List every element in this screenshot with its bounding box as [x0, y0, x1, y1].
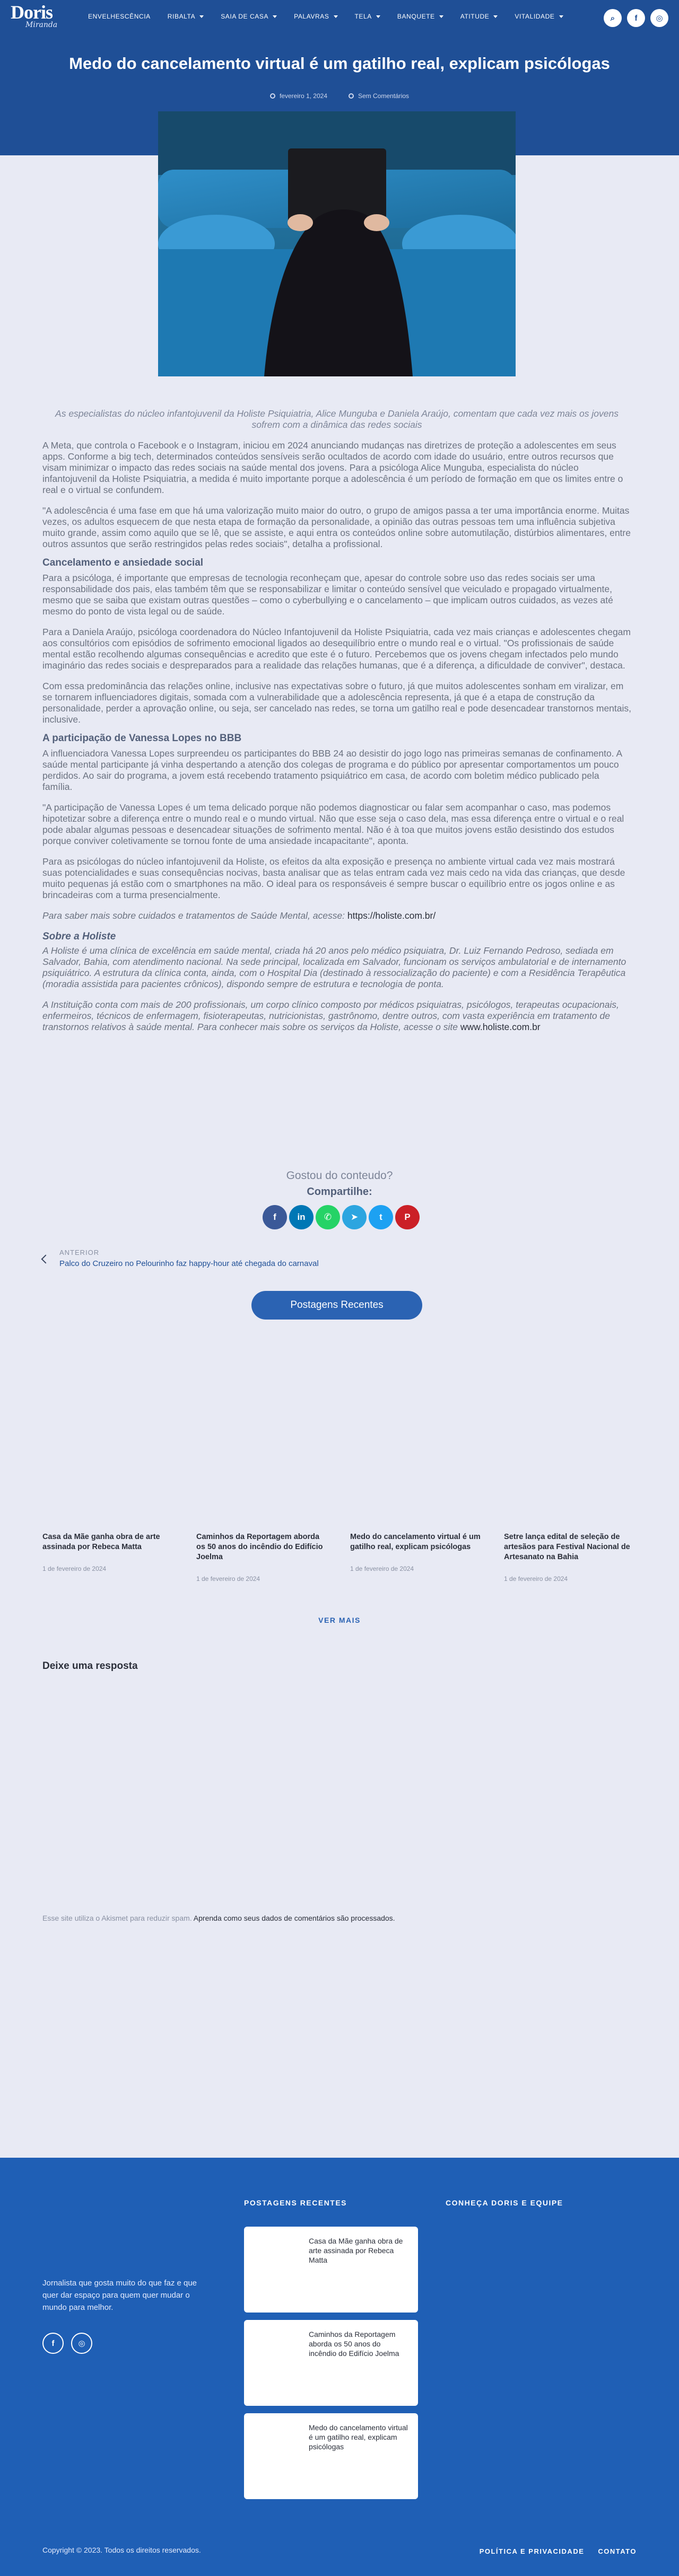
- footer-link-contato[interactable]: CONTATO: [598, 2547, 637, 2555]
- caret-down-icon: [376, 15, 380, 18]
- related-post-title[interactable]: Casa da Mãe ganha obra de arte assinada por Rebeca Matta: [42, 1533, 160, 1551]
- related-post-date: 1 de fevereiro de 2024: [504, 1575, 568, 1582]
- share-question: Gostou do conteudo?: [286, 1170, 393, 1182]
- related-posts: [42, 1532, 637, 1582]
- caret-down-icon: [273, 15, 277, 18]
- related-post-title[interactable]: Caminhos da Reportagem aborda os 50 anos do incêndio do Edifício Joelma: [196, 1533, 323, 1561]
- post-thumbnail[interactable]: [251, 2234, 304, 2271]
- share-buttons: [263, 1205, 420, 1229]
- related-post-card[interactable]: [42, 1532, 175, 1582]
- paragraph: Com essa predominância das relações online, inclusive nas expectativas sobre o futuro, já que muitos adolescentes sonham em viralizar, em se tornarem influenciadores digitais, somada com a vulnerabilidade que a adolescência representa, já que é a etapa de construção da personalidade, perder a aprovação online, ou seja, ser cancelado nas redes, se torna um gatilho real e pode desencadear transtornos mentais, inclusive.: [42, 681, 632, 725]
- instagram-icon[interactable]: ◎: [650, 9, 668, 27]
- footer-links: [480, 2547, 637, 2555]
- akismet-link[interactable]: Aprenda como seus dados de comentários são processados.: [193, 1914, 395, 1922]
- featured-image: [158, 111, 516, 376]
- nav-item-label: PALAVRAS: [294, 13, 329, 20]
- post-content: [42, 408, 631, 1042]
- nav-item-envelhesc-ncia[interactable]: [80, 13, 159, 20]
- section-heading: Sobre a Holiste: [42, 931, 116, 942]
- chevron-left-icon: [41, 1255, 50, 1264]
- facebook-icon[interactable]: f: [627, 9, 645, 27]
- post-lead: As especialistas do núcleo infantojuvenil da Holiste Psiquiatria, Alice Munguba e Daniela Araújo, comentam que cada vez mais os jovens sofrem com a dinâmica das redes sociais: [55, 408, 619, 430]
- previous-label: ANTERIOR: [59, 1249, 100, 1256]
- post-thumbnail[interactable]: [251, 2421, 304, 2458]
- post-meta: [0, 92, 679, 100]
- related-post-date: 1 de fevereiro de 2024: [42, 1565, 107, 1572]
- pinterest-share-button[interactable]: P: [395, 1205, 420, 1229]
- nav-item-vitalidade[interactable]: [506, 13, 571, 20]
- caret-down-icon: [559, 15, 563, 18]
- footer-about: Jornalista que gosta muito do que faz e que quer dar espaço para quem quer mudar o mundo para melhor.: [42, 2279, 197, 2312]
- footer-recent-post-title[interactable]: Caminhos da Reportagem aborda os 50 anos do incêndio do Edifício Joelma: [309, 2330, 399, 2358]
- site-logo[interactable]: [11, 3, 57, 29]
- caret-down-icon: [199, 15, 204, 18]
- share-title: Compartilhe:: [307, 1186, 372, 1198]
- telegram-share-button[interactable]: ➤: [342, 1205, 367, 1229]
- caret-down-icon: [439, 15, 443, 18]
- nav-item-tela[interactable]: [346, 13, 389, 20]
- nav-item-label: BANQUETE: [397, 13, 435, 20]
- nav-item-label: VITALIDADE: [515, 13, 555, 20]
- footer-recent-post-card[interactable]: [244, 2320, 418, 2406]
- paragraph: Para saber mais sobre cuidados e tratamentos de Saúde Mental, acesse: https://holiste.com.br/: [42, 910, 436, 921]
- section-heading: Cancelamento e ansiedade social: [42, 557, 204, 568]
- site-header: [0, 0, 679, 36]
- logo-text: Doris: [11, 2, 53, 23]
- footer-social: [42, 2333, 92, 2354]
- related-post-date: 1 de fevereiro de 2024: [350, 1565, 414, 1572]
- nav-item-label: ENVELHESCÊNCIA: [88, 13, 151, 20]
- footer-recent-post-card[interactable]: [244, 2227, 418, 2313]
- related-post-card[interactable]: [350, 1532, 483, 1582]
- related-post-card[interactable]: [504, 1532, 637, 1582]
- instagram-icon[interactable]: ◎: [71, 2333, 92, 2354]
- related-post-date: 1 de fevereiro de 2024: [196, 1575, 260, 1582]
- paragraph: Para as psicólogas do núcleo infantojuvenil da Holiste, os efeitos da alta exposição e presença no ambiente virtual cada vez mais mostrará suas potencialidades e suas consequências nocivas, basta analisar que as telas entram cada vez mais cedo na vida das crianças, que desde muito pequenas já estão com o smartphones na mão. O ideal para os responsáveis é sempre buscar o equilíbrio entre os jogos online e as brincadeiras com a turma presencialmente.: [42, 856, 625, 900]
- nav-item-saia-de-casa[interactable]: [212, 13, 285, 20]
- post-title: Medo do cancelamento virtual é um gatilho real, explicam psicólogas: [69, 54, 610, 73]
- related-post-title[interactable]: Medo do cancelamento virtual é um gatilho real, explicam psicólogas: [350, 1533, 481, 1551]
- previous-title[interactable]: Palco do Cruzeiro no Pelourinho faz happy-hour até chegada do carnaval: [59, 1259, 319, 1268]
- paragraph: A Meta, que controla o Facebook e o Instagram, iniciou em 2024 anunciando mudanças nas diretrizes de proteção a adolescentes em seus apps. Conforme a big tech, determinados conteúdos sensíveis serão ocultados de acordo com idade do usuário, entre outros recursos que visam minimizar o impacto das redes sociais na saúde mental dos jovens. Para a psicóloga Alice Munguba, especialista do núcleo infantojuvenil da Holiste Psiquiatria, a medida é muito importante porque a adolescência é um período de formação em que os limites entre o real e o virtual se confundem.: [42, 440, 623, 495]
- nav-item-ribalta[interactable]: [159, 13, 212, 20]
- caret-down-icon: [493, 15, 498, 18]
- recent-posts-button[interactable]: Postagens Recentes: [251, 1291, 422, 1320]
- nav-item-label: RIBALTA: [167, 13, 196, 20]
- ver-mais-button[interactable]: VER MAIS: [318, 1616, 361, 1624]
- nav-item-atitude[interactable]: [452, 13, 507, 20]
- facebook-share-button[interactable]: f: [263, 1205, 287, 1229]
- footer-team-heading: CONHEÇA DORIS E EQUIPE: [446, 2199, 563, 2207]
- footer-recent-post-title[interactable]: Casa da Mãe ganha obra de arte assinada por Rebeca Matta: [309, 2237, 403, 2264]
- twitter-share-button[interactable]: t: [369, 1205, 393, 1229]
- copyright: Copyright © 2023. Todos os direitos reservados.: [42, 2546, 201, 2554]
- akismet-notice: Esse site utiliza o Akismet para reduzir spam. Aprenda como seus dados de comentários são processados.: [42, 1914, 395, 1922]
- search-icon[interactable]: ⌕: [604, 9, 622, 27]
- footer-recent-post-title[interactable]: Medo do cancelamento virtual é um gatilho real, explicam psicólogas: [309, 2423, 408, 2451]
- paragraph: A influenciadora Vanessa Lopes surpreendeu os participantes do BBB 24 ao desistir do jogo logo nas primeiras semanas de confinamento. A saúde mental participante já vinha despertando a atenção dos colegas de programa e do público por apresentar comportamentos um pouco perdidos. Ao sair do programa, a jovem está recebendo tratamento psiquiátrico em casa, de acordo com boletim médico publicado pela família.: [42, 748, 622, 792]
- featured-image-illustration: [158, 111, 516, 376]
- caret-down-icon: [334, 15, 338, 18]
- post-date: fevereiro 1, 2024: [270, 92, 327, 100]
- comment-icon: [349, 93, 354, 99]
- nav-item-label: ATITUDE: [460, 13, 490, 20]
- nav-item-label: SAIA DE CASA: [221, 13, 269, 20]
- paragraph: Para a Daniela Araújo, psicóloga coordenadora do Núcleo Infantojuvenil da Holiste Psiquiatria, cada vez mais crianças e adolescentes chegam aos consultórios com episódios de sofrimento emocional ligados ao desequilíbrio entre o mundo real e o virtual. "Os profissionais de saúde mental estão recolhendo algumas consequências e acredito que este é o futuro. Percebemos que os jovens chegam infectados pelo mundo imaginário das redes sociais e despreparados para a realidade das relações humanas, que é a diferença, a dificuldade de conviver", destaca.: [42, 627, 631, 671]
- paragraph: "A adolescência é uma fase em que há uma valorização muito maior do outro, o grupo de amigos passa a ter uma importância enorme. Muitas vezes, os adultos esquecem de que nesta etapa de formação da personalidade, a opinião das outras pessoas tem uma influência subjetiva muito grande, assim como aquilo que se lê, que se assiste, e aqui entra os conteúdos online sobre automutilação, distúrbios alimentares, entre outros assuntos que serão restringidos pelas redes sociais", detalha a profissional.: [42, 505, 631, 549]
- nav-item-banquete[interactable]: [389, 13, 452, 20]
- post-comments[interactable]: Sem Comentários: [349, 92, 409, 100]
- nav-item-label: TELA: [354, 13, 372, 20]
- site-footer: [0, 2158, 679, 2576]
- logo-script: Miranda: [25, 21, 58, 29]
- paragraph: A Holiste é uma clínica de excelência em saúde mental, criada há 20 anos pelo médico psiquiatra, Dr. Luiz Fernando Pedroso, sediada em Salvador, Bahia, com atendimento nacional. Na sede principal, localizada em Salvador, funcionam os serviços ambulatorial e de internamento psiquiátrico. A estrutura da clínica conta, ainda, com o Hospital Dia (destinado à ressocialização do paciente) e com a Residência Terapêutica (moradia assistida para pacientes crônicos), dispondo sempre de estrutura e tecnologia de ponta.: [42, 945, 626, 989]
- section-heading: A participação de Vanessa Lopes no BBB: [42, 733, 242, 744]
- footer-recent-post-card[interactable]: [244, 2413, 418, 2499]
- reply-title: Deixe uma resposta: [42, 1660, 138, 1672]
- main-nav: [80, 13, 572, 20]
- nav-item-palavras[interactable]: [285, 13, 346, 20]
- footer-link-pol-tica-e-privacidade[interactable]: POLÍTICA E PRIVACIDADE: [479, 2547, 585, 2555]
- related-post-card[interactable]: [196, 1532, 329, 1582]
- footer-recent-heading: POSTAGENS RECENTES: [244, 2199, 347, 2207]
- linkedin-share-button[interactable]: in: [289, 1205, 314, 1229]
- paragraph: "A participação de Vanessa Lopes é um tema delicado porque não podemos diagnosticar ou falar sem acompanhar o caso, mas podemos hipotetizar sobre a diferença entre o mundo real e o mundo virtual. Não que esse seja o caso dela, mas essa diferença entre o virtual e o real pode abalar algumas pessoas e desencadear situações de sofrimento mental. Não é à toa que muitos jovens estão desistindo dos estudos porque conviver coletivamente se tornou fonte de uma ansiedade incapacitante", aponta.: [42, 802, 624, 846]
- calendar-icon: [270, 93, 275, 99]
- paragraph: Para a psicóloga, é importante que empresas de tecnologia reconheçam que, apesar do controle sobre uso das redes sociais ser uma responsabilidade dos pais, elas também têm que se responsabilizar e limitar o conteúdo sensível que veiculado e propagado virtualmente, mesmo que se saiba que existam outras questões – como o cyberbullying e o cancelamento – que implicam outros cuidados, as vezes até mesmo do ponto de vista legal ou de saúde.: [42, 573, 613, 617]
- post-thumbnail[interactable]: [251, 2327, 304, 2364]
- paragraph: A Instituição conta com mais de 200 profissionais, um corpo clínico composto por médicos psiquiatras, psicólogos, terapeutas ocupacionais, enfermeiros, técnicos de enfermagem, fisioterapeutas, nutricionistas, gastrônomo, dentre outros, com vasta experiência em tratamento de transtornos relativos à saúde mental. Para conhecer mais sobre os serviços da Holiste, acesse o site www.holiste.com.br: [42, 999, 619, 1032]
- related-post-title[interactable]: Setre lança edital de seleção de artesãos para Festival Nacional de Artesanato na Bahia: [504, 1533, 630, 1561]
- holiste-site-link[interactable]: www.holiste.com.br: [460, 1022, 541, 1032]
- holiste-link[interactable]: https://holiste.com.br/: [347, 910, 436, 921]
- header-icons: [604, 9, 668, 27]
- facebook-icon[interactable]: f: [42, 2333, 64, 2354]
- footer-recent-posts: [244, 2227, 418, 2499]
- whatsapp-share-button[interactable]: ✆: [316, 1205, 340, 1229]
